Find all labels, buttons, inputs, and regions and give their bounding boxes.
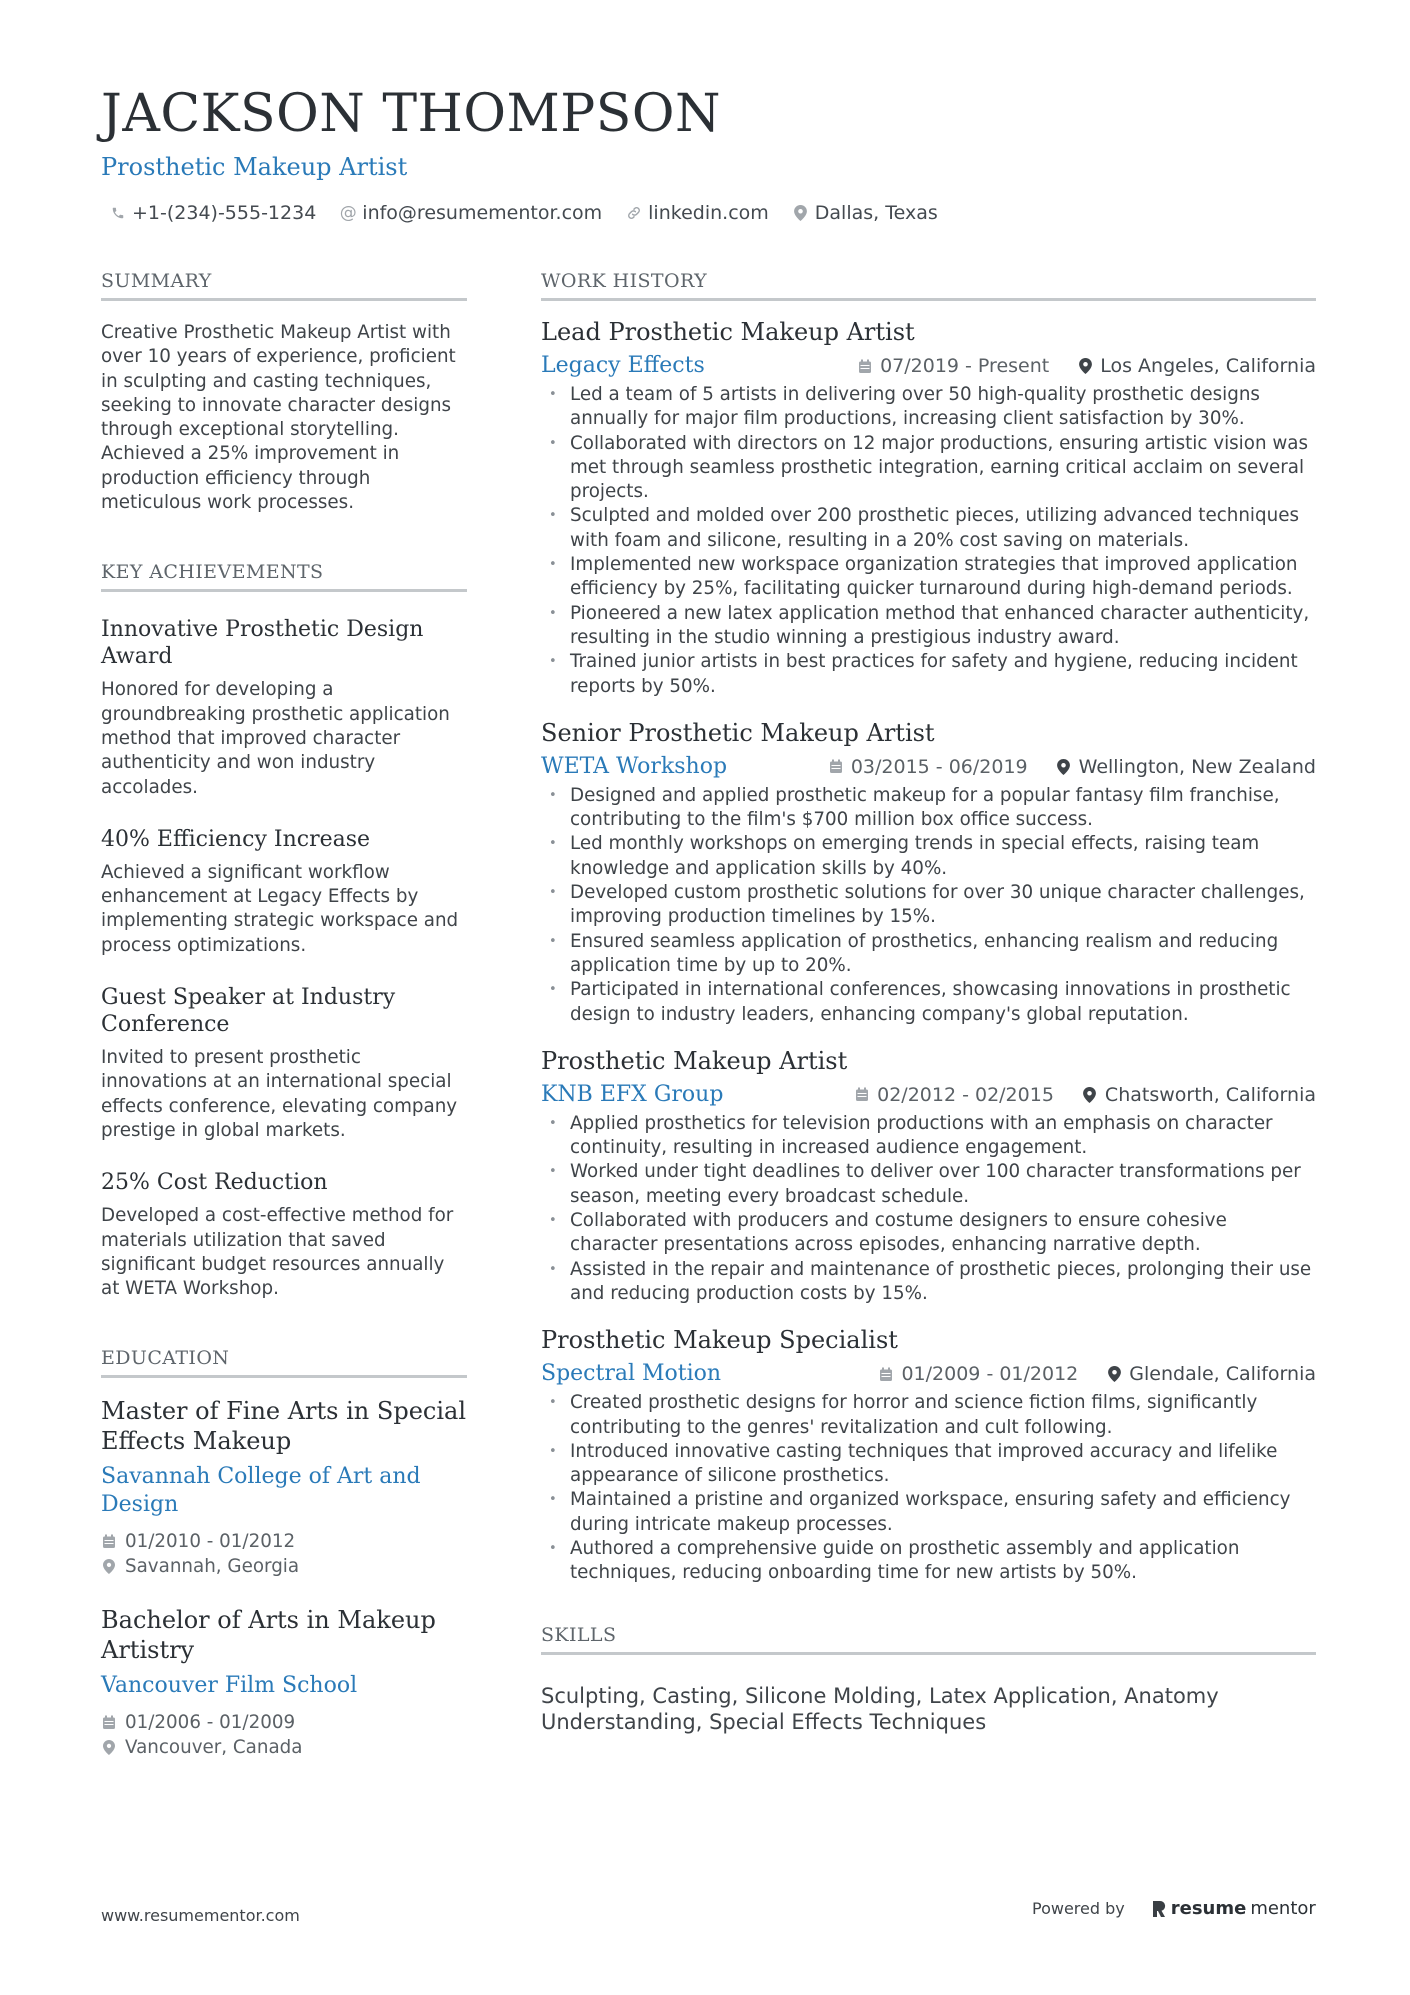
candidate-role: Prosthetic Makeup Artist (101, 153, 408, 181)
job-entry (541, 317, 1316, 699)
skills-section (541, 1622, 1316, 1735)
location-icon (101, 1739, 117, 1757)
contact-linkedin-text[interactable]: linkedin.com (648, 202, 769, 224)
summary-text: Creative Prosthetic Makeup Artist with over 10 years of experience, proficient in sculpting and casting techniques, seeking to innovate character designs through exceptional storytelling. Achieved a 25% improvement in production efficiency through meticulous work processes. (101, 322, 456, 514)
location-icon (1082, 1086, 1098, 1104)
education-location (101, 1735, 467, 1760)
degree-title: Bachelor of Arts in Makeup Artistry (101, 1606, 436, 1665)
job-dates-text: 02/2012 - 02/2015 (877, 1083, 1054, 1106)
right-column (541, 268, 1316, 1735)
job-bullet: • Pioneered a new latex application method that enhanced character authenticity, resulting in the studio winning a prestigious industry award. (541, 602, 1316, 651)
brand-logo[interactable] (1151, 1898, 1316, 1919)
location-icon (1106, 1365, 1122, 1383)
job-title: Prosthetic Makeup Artist (541, 1046, 848, 1075)
at-icon: @ (339, 203, 357, 223)
job-bullet: • Applied prosthetics for television productions with an emphasis on character continuity, resulting in increased audience engagement. (541, 1112, 1316, 1161)
calendar-icon (878, 1365, 894, 1383)
calendar-icon (857, 357, 873, 375)
job-bullets (541, 784, 1316, 1027)
job-subheader (541, 1359, 1316, 1389)
link-icon (626, 204, 642, 222)
job-subheader (541, 351, 1316, 381)
job-company: WETA Workshop (541, 753, 728, 779)
job-company: KNB EFX Group (541, 1081, 724, 1107)
job-bullet: • Maintained a pristine and organized workspace, ensuring safety and efficiency during intricate makeup processes. (541, 1488, 1316, 1537)
job-title: Senior Prosthetic Makeup Artist (541, 718, 935, 747)
job-bullets (541, 1391, 1316, 1585)
job-location-text: Chatsworth, California (1104, 1083, 1316, 1106)
job-bullet: • Worked under tight deadlines to deliver over 100 character transformations per season, meeting every broadcast schedule. (541, 1160, 1316, 1209)
location-icon (793, 204, 809, 222)
achievement-title: Innovative Prosthetic Design Award (101, 617, 424, 670)
job-bullet: • Collaborated with producers and costume designers to ensure cohesive character presentations across episodes, enhancing narrative depth. (541, 1209, 1316, 1258)
job-subheader (541, 1080, 1316, 1110)
contact-location (793, 200, 938, 226)
job-bullet: • Led a team of 5 artists in delivering over 50 high-quality prosthetic designs annually for major film productions, increasing client satisfaction by 30%. (541, 383, 1316, 432)
job-bullet: • Sculpted and molded over 200 prosthetic pieces, utilizing advanced techniques with foam and silicone, resulting in a 20% cost saving on materials. (541, 504, 1316, 553)
footer-brand (1032, 1898, 1316, 1919)
school-name: Vancouver Film School (101, 1673, 358, 1699)
work-history-heading: WORK HISTORY (541, 268, 1316, 301)
contact-phone-text: +1-(234)-555-1234 (132, 202, 317, 224)
job-dates (854, 1080, 1054, 1110)
job-bullet: • Participated in international conferences, showcasing innovations in prosthetic design to industry leaders, enhancing company's global reputation. (541, 978, 1316, 1027)
job-bullet: • Trained junior artists in best practices for safety and hygiene, reducing incident reports by 50%. (541, 650, 1316, 699)
job-location-text: Los Angeles, California (1100, 355, 1316, 377)
contact-location-text: Dallas, Texas (814, 202, 938, 224)
job-dates (857, 351, 1049, 381)
contact-bar (101, 200, 1321, 226)
powered-by-label: Powered by (1032, 1899, 1125, 1918)
achievement-item (101, 1169, 467, 1301)
contact-phone (110, 200, 316, 226)
candidate-name: JACKSON THOMPSON (101, 84, 721, 144)
job-dates-text: 01/2009 - 01/2012 (901, 1363, 1079, 1386)
job-bullet: • Collaborated with directors on 12 major productions, ensuring artistic vision was met through seamless prosthetic integration, earning critical acclaim on several projects. (541, 432, 1316, 505)
contact-email-text[interactable]: info@resumementor.com (362, 202, 603, 224)
job-location-text: Glendale, California (1129, 1363, 1316, 1386)
achievement-text: Developed a cost-effective method for materials utilization that saved significant budget resources annually at WETA Workshop. (101, 1205, 454, 1300)
job-title: Prosthetic Makeup Specialist (541, 1326, 898, 1355)
job-location (1082, 1080, 1316, 1110)
achievement-text: Achieved a significant workflow enhancement at Legacy Effects by implementing strategic workspace and process optimizations. (101, 861, 459, 956)
achievement-title: 40% Efficiency Increase (101, 826, 371, 852)
job-company: Spectral Motion (541, 1361, 722, 1387)
achievement-item (101, 616, 467, 799)
job-bullet: • Created prosthetic designs for horror and science fiction films, significantly contributing to the genres' revitalization and cult following. (541, 1391, 1316, 1440)
job-company: Legacy Effects (541, 353, 705, 378)
education-dates-text: 01/2010 - 01/2012 (125, 1531, 296, 1553)
education-meta (101, 1710, 467, 1760)
skills-text: Sculpting, Casting, Silicone Molding, Latex Application, Anatomy Understanding, Special Effects Techniques (541, 1683, 1219, 1734)
job-location-text: Wellington, New Zealand (1078, 755, 1316, 778)
job-bullets (541, 1112, 1316, 1306)
job-bullet: • Assisted in the repair and maintenance of prosthetic pieces, prolonging their use and reducing production costs by 15%. (541, 1258, 1316, 1307)
job-bullet: • Led monthly workshops on emerging trends in special effects, raising team knowledge and application skills by 40%. (541, 832, 1316, 881)
job-dates-text: 03/2015 - 06/2019 (850, 755, 1028, 778)
job-bullet: • Authored a comprehensive guide on prosthetic assembly and application techniques, reducing onboarding time for new artists by 50%. (541, 1537, 1316, 1586)
education-location-text: Vancouver, Canada (125, 1737, 303, 1759)
contact-linkedin[interactable] (626, 200, 769, 226)
job-list (541, 317, 1316, 1586)
brand-name-light: mentor (1250, 1898, 1316, 1919)
degree-title: Master of Fine Arts in Special Effects Makeup (101, 1397, 466, 1456)
job-location (1106, 1359, 1316, 1389)
achievement-text: Honored for developing a groundbreaking prosthetic application method that improved character authenticity and won industry accolades. (101, 679, 450, 798)
job-location (1056, 752, 1316, 782)
skills-heading: SKILLS (541, 1622, 1316, 1655)
summary-heading: SUMMARY (101, 268, 467, 301)
job-entry (541, 1325, 1316, 1585)
location-icon (101, 1558, 117, 1576)
location-icon (1077, 357, 1093, 375)
location-icon (1056, 758, 1072, 776)
job-dates (828, 752, 1028, 782)
education-dates-text: 01/2006 - 01/2009 (125, 1712, 296, 1734)
calendar-icon (101, 1714, 117, 1732)
achievements-heading: KEY ACHIEVEMENTS (101, 559, 467, 592)
left-column (101, 268, 467, 1786)
education-dates (101, 1529, 467, 1554)
job-title: Lead Prosthetic Makeup Artist (541, 318, 915, 346)
job-bullet: • Introduced innovative casting techniques that improved accuracy and lifelike appearance of silicone prosthetics. (541, 1440, 1316, 1489)
calendar-icon (828, 758, 844, 776)
summary-section (101, 268, 467, 515)
education-location-text: Savannah, Georgia (125, 1556, 300, 1578)
job-dates (878, 1359, 1078, 1389)
education-dates (101, 1710, 467, 1735)
achievement-title: 25% Cost Reduction (101, 1170, 328, 1196)
contact-email[interactable] (340, 200, 602, 226)
brand-name-bold: resume (1170, 1898, 1247, 1919)
phone-icon (110, 204, 126, 222)
job-bullet: • Ensured seamless application of prosthetics, enhancing realism and reducing application time by up to 20%. (541, 930, 1316, 979)
education-location (101, 1554, 467, 1579)
job-entry (541, 1046, 1316, 1306)
education-heading: EDUCATION (101, 1345, 467, 1378)
achievement-item (101, 984, 467, 1143)
education-meta (101, 1529, 467, 1579)
job-bullets (541, 383, 1316, 699)
achievement-item (101, 826, 467, 958)
resume-header (101, 82, 1321, 226)
achievement-text: Invited to present prosthetic innovations at an international special effects conference, elevating company prestige in global markets. (101, 1047, 458, 1141)
job-subheader (541, 752, 1316, 782)
job-bullet: • Developed custom prosthetic solutions for over 30 unique character challenges, improving production timelines by 15%. (541, 881, 1316, 930)
work-history-section (541, 268, 1316, 1586)
achievements-section (101, 559, 467, 1301)
brand-mark-icon (1151, 1900, 1167, 1918)
education-item (101, 1396, 467, 1579)
job-bullet: • Implemented new workspace organization strategies that improved application efficiency by 25%, facilitating quicker turnaround during high-demand periods. (541, 553, 1316, 602)
calendar-icon (101, 1533, 117, 1551)
calendar-icon (854, 1086, 870, 1104)
job-dates-text: 07/2019 - Present (880, 355, 1050, 377)
education-section (101, 1345, 467, 1760)
achievement-title: Guest Speaker at Industry Conference (101, 985, 396, 1038)
school-name: Savannah College of Art and Design (101, 1464, 421, 1518)
education-item (101, 1605, 467, 1760)
footer-website[interactable]: www.resumementor.com (101, 1906, 300, 1925)
job-bullet: • Designed and applied prosthetic makeup for a popular fantasy film franchise, contributing to the film's $700 million box office success. (541, 784, 1316, 833)
job-entry (541, 718, 1316, 1027)
job-location (1077, 351, 1316, 381)
